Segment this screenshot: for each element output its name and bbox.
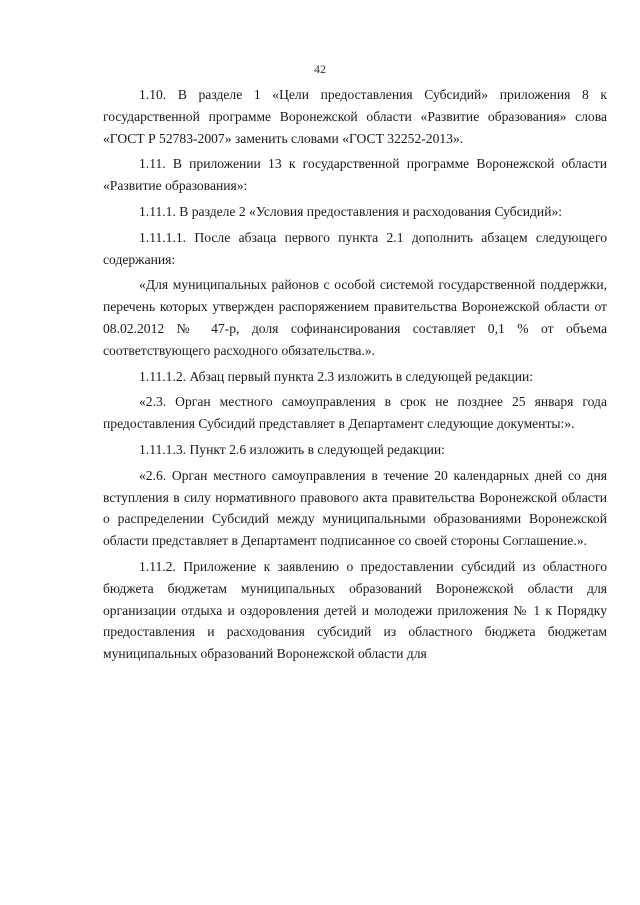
paragraph-1-11-1-3: 1.11.1.3. Пункт 2.6 изложить в следующей редакции: [139, 441, 445, 457]
paragraph-quote-2-3: «2.3. Орган местного самоуправления в срок не позднее 25 января года предоставления Субсидий представляет в Департамент следующие документы:». [103, 394, 607, 432]
page-number: 42 [314, 62, 326, 76]
paragraph-quote-municipal-districts: «Для муниципальных районов с особой системой государственной поддержки, перечень которых утвержден распоряжением правительства Воронежской области от 08.02.2012 № 47-р, доля софинансирования составляет 0,1 % от объема соответствующего расходного обязательства.». [103, 277, 607, 358]
paragraph-1-11-1-1: 1.11.1.1. После абзаца первого пункта 2.1 дополнить абзацем следующего содержания: [103, 229, 607, 267]
paragraph-1-11: 1.11. В приложении 13 к государственной программе Воронежской области «Развитие образования»: [103, 156, 607, 194]
paragraph-1-10: 1.10. В разделе 1 «Цели предоставления Субсидий» приложения 8 к государственной программе Воронежской области «Развитие образования» слова «ГОСТ Р 52783-2007» заменить словами «ГОСТ 32252-2013». [103, 87, 607, 146]
paragraph-1-11-1-2: 1.11.1.2. Абзац первый пункта 2.3 изложить в следующей редакции: [139, 368, 534, 384]
paragraph-1-11-1: 1.11.1. В разделе 2 «Условия предоставления и расходования Субсидий»: [139, 203, 563, 219]
document-body [103, 84, 607, 665]
paragraph-quote-2-6: «2.6. Орган местного самоуправления в течение 20 календарных дней со дня вступления в силу нормативного правового акта правительства Воронежской области о распределении Субсидий между муниципальными образованиями Воронежской области представляет в Департамент подписанное со своей стороны Соглашение.». [103, 467, 607, 549]
paragraph-1-11-2: 1.11.2. Приложение к заявлению о предоставлении субсидий из областного бюджета бюджетам муниципальных образований Воронежской области для организации отдыха и оздоровления детей и молодежи приложения № 1 к Порядку предоставления и расходования субсидий из областного бюджета бюджетам муниципальных образований Воронежской области для [103, 558, 607, 662]
